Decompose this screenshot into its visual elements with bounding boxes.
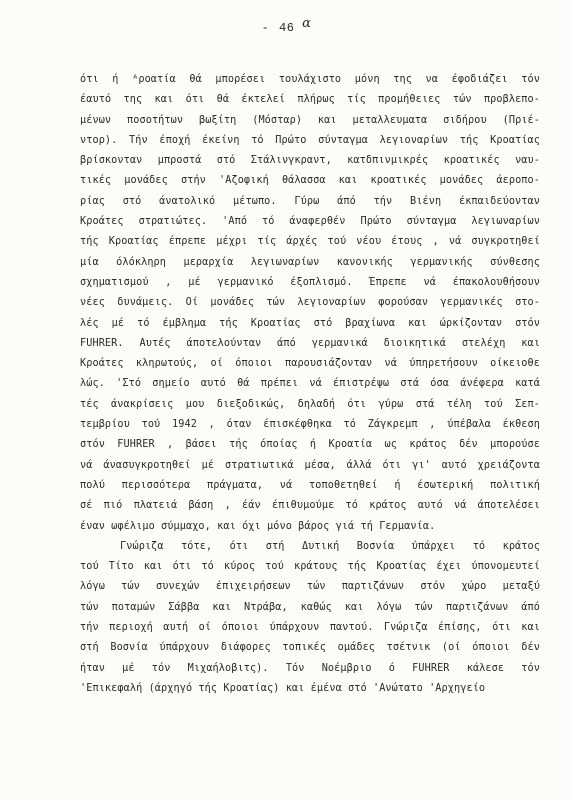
text-line: βρίσκονταν μπροστά στό Στάλινγκραντ, κατδπινμικρές κροατικές ναυ- xyxy=(80,155,540,167)
text-line: Κροάτες κληρωτούς, οί όποιοι παρουσιάζονταν νά ύπηρετήσουν οίκειοθε xyxy=(80,358,540,370)
text-line: τεμβρίου τού 1942 , όταν έπισκέφθηκα τό Ζάγκρεμπ , ύπέβαλα έκθεση xyxy=(80,419,540,431)
paragraph xyxy=(80,70,540,537)
text-line: ντορ). Τήν έποχή έκείνη τό Πρώτο σύνταγμα λεγιοναρίων τής Κροατίας xyxy=(80,134,540,146)
paragraph xyxy=(80,537,540,699)
text-line: νά άνασυγκροτηθεί μέ στρατιωτικά μέσα, άλλά ότι γι' αυτό χρειάζοντα xyxy=(80,459,540,471)
text-line: λόγω τών συνεχών έπιχειρήσεων τών παρτιζάνων στόν χώρο μεταξύ xyxy=(80,581,540,593)
text-line: ότι ή ᴬροατία θά μπορέσει τουλάχιστο μόνη της να έφοδιάζει τόν xyxy=(80,74,540,85)
text-line: σχηματισμού , μέ γερμανικό έξοπλισμό. Έπρεπε νά έπακολουθήσουν xyxy=(80,276,540,288)
text-line: τικές μονάδες στήν 'Αζοφική θάλασσα και κροατικές μονάδες άεροπο- xyxy=(80,175,540,187)
text-line: λές μέ τό έμβλημα τής Κροατίας στό βραχίωνα και ώρκίζονταν στόν xyxy=(80,317,540,329)
document-body xyxy=(80,70,540,699)
text-line: μία όλόκληρη μεραρχία λεγιωναρίων κανονικής γερμανικής σύνθεσης xyxy=(80,256,540,268)
text-line: Κροάτες στρατιώτες. 'Από τό άναφερθέν Πρώτο σύνταγμα λεγιωναρίων xyxy=(80,216,540,228)
page-number-suffix: α xyxy=(302,16,312,31)
text-line: στόν FUHRER , βάσει τής όποίας ή Κροατία ως κράτος δέν μπορούσε xyxy=(80,439,540,451)
text-line: FUHRER. Αυτές άποτελούνταν άπό γερμανικά διοικητικά στελέχη και xyxy=(80,337,540,349)
text-line: έαυτό της και ότι θά έκτελεί πλήρως τίς προμήθειες τών προβλεπο- xyxy=(80,94,540,106)
text-line: στή Βοσνία ύπάρχουν διάφορες τοπικές ομάδες τσέτνικ (οί όποιοι δέν xyxy=(80,642,540,654)
text-line: τής Κροατίας έπρεπε μέχρι τίς άρχές τού νέου έτους , νά συγκροτηθεί xyxy=(80,236,540,248)
text-line: σέ πιό πλατειά βάση , έάν έπιθυμούμε τό κράτος αυτό νά άποτελέσει xyxy=(80,500,540,512)
text-line: ρίας στό άνατολικό μέτωπο. Γύρω άπό τήν Βιένη έκπαιδεύονταν xyxy=(80,195,540,207)
text-line: νέες δυνάμεις. Οί μονάδες τών λεγιοναρίων φορούσαν γερμανικές στο- xyxy=(80,297,540,309)
text-line: Γνώριζα τότε, ότι στή Δυτική Βοσνία ύπάρχει τό κράτος xyxy=(120,540,540,552)
text-line: ήταν μέ τόν Μιχαήλοβιτς). Τόν Νοέμβριο ό FUHRER κάλεσε τόν xyxy=(80,662,540,674)
text-line: πολύ περισσότερα πράγματα, νά τοποθετηθεί ή έσωτερική πολιτική xyxy=(80,479,540,491)
page-number xyxy=(0,16,571,35)
text-line: τών ποταμών Σάββα και Ντράβα, καθώς και λόγω τών παρτιζάνων άπό xyxy=(80,601,540,613)
text-line: τού Τίτο και ότι τό κύρος τού κράτους τής Κροατίας έχει ύπονομευτεί xyxy=(80,561,540,573)
text-line: τήν περιοχή αυτή οί όποιοι ύπάρχουν παντού. Γνώριζα έπίσης, ότι και xyxy=(80,622,540,634)
page-number-value: 46 xyxy=(279,21,295,35)
text-line: 'Επικεφαλή (άρχηγό τής Κροατίας) και έμένα στό 'Ανώτατο 'Αρχηγείο xyxy=(80,682,486,694)
text-line: τές άνακρίσεις μου διεξοδικώς, δηλαδή ότι γύρω στά τέλη τού Σεπ- xyxy=(80,398,540,410)
text-line: έναν ωφέλιμο σύμμαχο, και όχι μόνο βάρος γιά τή Γερμανία. xyxy=(80,520,436,532)
page-number-dash-left: - xyxy=(261,21,270,35)
text-line: μένων ποσοτήτων βωξίτη (Μόσταρ) και μεταλλευματα σιδήρου (Πριέ- xyxy=(80,114,540,126)
text-line: λώς. 'Στό σημείο αυτό θά πρέπει νά έπιστρέψω στά όσα άνέφερα κατά xyxy=(80,378,540,390)
